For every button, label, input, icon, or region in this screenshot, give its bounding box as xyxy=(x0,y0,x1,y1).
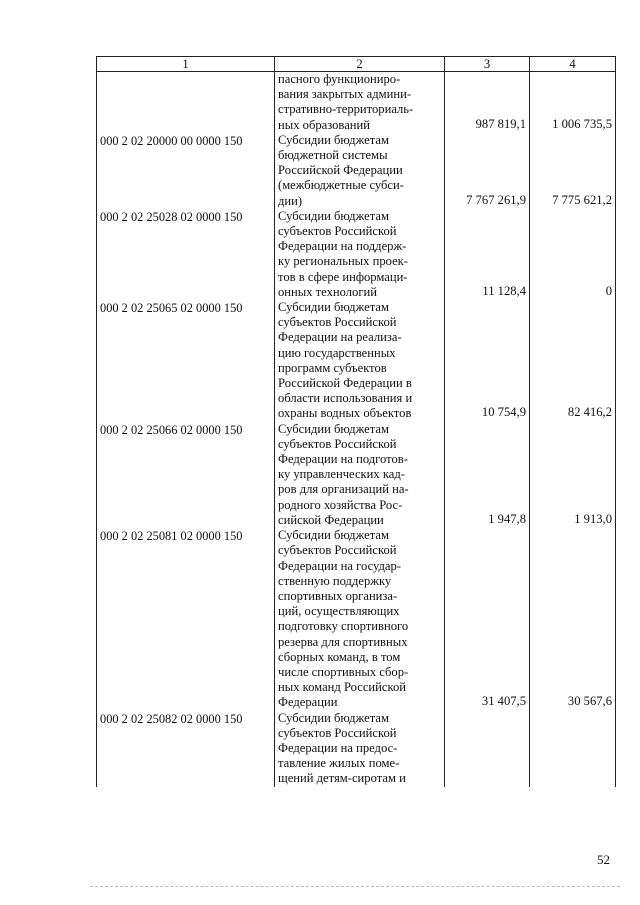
name-cell xyxy=(275,528,445,710)
name-line: сборных команд, в том xyxy=(278,649,401,664)
name-line: ров для организаций на- xyxy=(278,482,409,497)
table-row xyxy=(97,300,616,422)
value-col-3: 31 407,5 xyxy=(445,528,530,710)
value-col-3: 11 128,4 xyxy=(445,209,530,300)
name-cell xyxy=(275,711,445,787)
name-cell xyxy=(275,300,445,422)
name-line: сийской Федерации xyxy=(278,512,384,527)
name-line: ных команд Российской xyxy=(278,680,407,695)
name-line: ку управленческих кад- xyxy=(278,467,405,482)
value-col-4: 82 416,2 xyxy=(530,300,616,422)
name-line: стративно-территориаль- xyxy=(278,102,414,117)
name-cell xyxy=(275,422,445,528)
scan-edge-line xyxy=(90,886,620,887)
name-line: пасного функциониро- xyxy=(278,72,401,86)
code-cell: 000 2 02 25028 02 0000 150 xyxy=(97,209,275,300)
name-line: ных образований xyxy=(278,117,371,132)
value-col-4: 30 567,6 xyxy=(530,528,616,710)
name-line: Субсидии бюджетам xyxy=(278,208,389,223)
table-row xyxy=(97,133,616,209)
name-line: цию государственных xyxy=(278,345,396,360)
name-line: вания закрытых админи- xyxy=(278,87,412,102)
name-line: ций, осуществляющих xyxy=(278,604,400,619)
table-row xyxy=(97,422,616,528)
name-line: охраны водных объектов xyxy=(278,406,412,421)
value-col-3 xyxy=(445,711,530,787)
name-line: программ субъектов xyxy=(278,360,387,375)
name-line: бюджетной системы xyxy=(278,148,388,163)
header-col-4: 4 xyxy=(530,57,616,72)
page-number: 52 xyxy=(597,852,610,867)
value-col-4: 1 913,0 xyxy=(530,422,616,528)
value-col-3: 987 819,1 xyxy=(445,72,530,133)
table-row xyxy=(97,528,616,710)
name-line: Федерации на поддерж- xyxy=(278,239,407,254)
name-line: (межбюджетные субси- xyxy=(278,178,404,193)
name-line: Субсидии бюджетам xyxy=(278,300,389,315)
name-line: родного хозяйства Рос- xyxy=(278,497,403,512)
value-col-4: 0 xyxy=(530,209,616,300)
code-cell: 000 2 02 25065 02 0000 150 xyxy=(97,300,275,422)
table-row xyxy=(97,72,616,133)
value-col-4 xyxy=(530,711,616,787)
header-row xyxy=(97,57,616,72)
name-line: субъектов Российской xyxy=(278,543,397,558)
value-col-4: 1 006 735,5 xyxy=(530,72,616,133)
name-line: области использования и xyxy=(278,391,413,406)
name-line: Субсидии бюджетам xyxy=(278,528,389,543)
name-line: щений детям-сиротам и xyxy=(278,771,406,786)
budget-table xyxy=(96,56,616,787)
name-line: Федерации xyxy=(278,695,338,710)
name-line: Российской Федерации xyxy=(278,163,403,178)
name-line: тов в сфере информаци- xyxy=(278,269,408,284)
name-cell xyxy=(275,133,445,209)
table-row xyxy=(97,209,616,300)
name-line: ку региональных проек- xyxy=(278,254,408,269)
name-line: Федерации на государ- xyxy=(278,558,401,573)
name-line: ственную поддержку xyxy=(278,573,392,588)
value-col-3: 10 754,9 xyxy=(445,300,530,422)
header-col-3: 3 xyxy=(445,57,530,72)
code-cell xyxy=(97,72,275,133)
name-line: тавление жилых поме- xyxy=(278,756,400,771)
name-line: Субсидии бюджетам xyxy=(278,421,389,436)
name-line: субъектов Российской xyxy=(278,725,397,740)
name-line: дии) xyxy=(278,193,303,208)
code-cell: 000 2 02 25066 02 0000 150 xyxy=(97,422,275,528)
table-row xyxy=(97,711,616,787)
name-line: Субсидии бюджетам xyxy=(278,132,389,147)
name-line: Федерации на подготов- xyxy=(278,452,408,467)
name-line: Федерации на предос- xyxy=(278,740,398,755)
code-cell: 000 2 02 20000 00 0000 150 xyxy=(97,133,275,209)
name-line: субъектов Российской xyxy=(278,436,397,451)
name-line: Субсидии бюджетам xyxy=(278,710,389,725)
code-cell: 000 2 02 25082 02 0000 150 xyxy=(97,711,275,787)
code-cell: 000 2 02 25081 02 0000 150 xyxy=(97,528,275,710)
value-col-3: 7 767 261,9 xyxy=(445,133,530,209)
name-cell xyxy=(275,72,445,133)
header-col-2: 2 xyxy=(275,57,445,72)
value-col-4: 7 775 621,2 xyxy=(530,133,616,209)
value-col-3: 1 947,8 xyxy=(445,422,530,528)
name-line: подготовку спортивного xyxy=(278,619,409,634)
name-line: спортивных организа- xyxy=(278,588,398,603)
name-line: онных технологий xyxy=(278,284,378,299)
name-line: субъектов Российской xyxy=(278,315,397,330)
name-line: субъектов Российской xyxy=(278,224,397,239)
header-col-1: 1 xyxy=(97,57,275,72)
name-line: числе спортивных сбор- xyxy=(278,664,409,679)
name-line: Российской Федерации в xyxy=(278,376,412,391)
name-cell xyxy=(275,209,445,300)
name-line: резерва для спортивных xyxy=(278,634,408,649)
name-line: Федерации на реализа- xyxy=(278,330,402,345)
